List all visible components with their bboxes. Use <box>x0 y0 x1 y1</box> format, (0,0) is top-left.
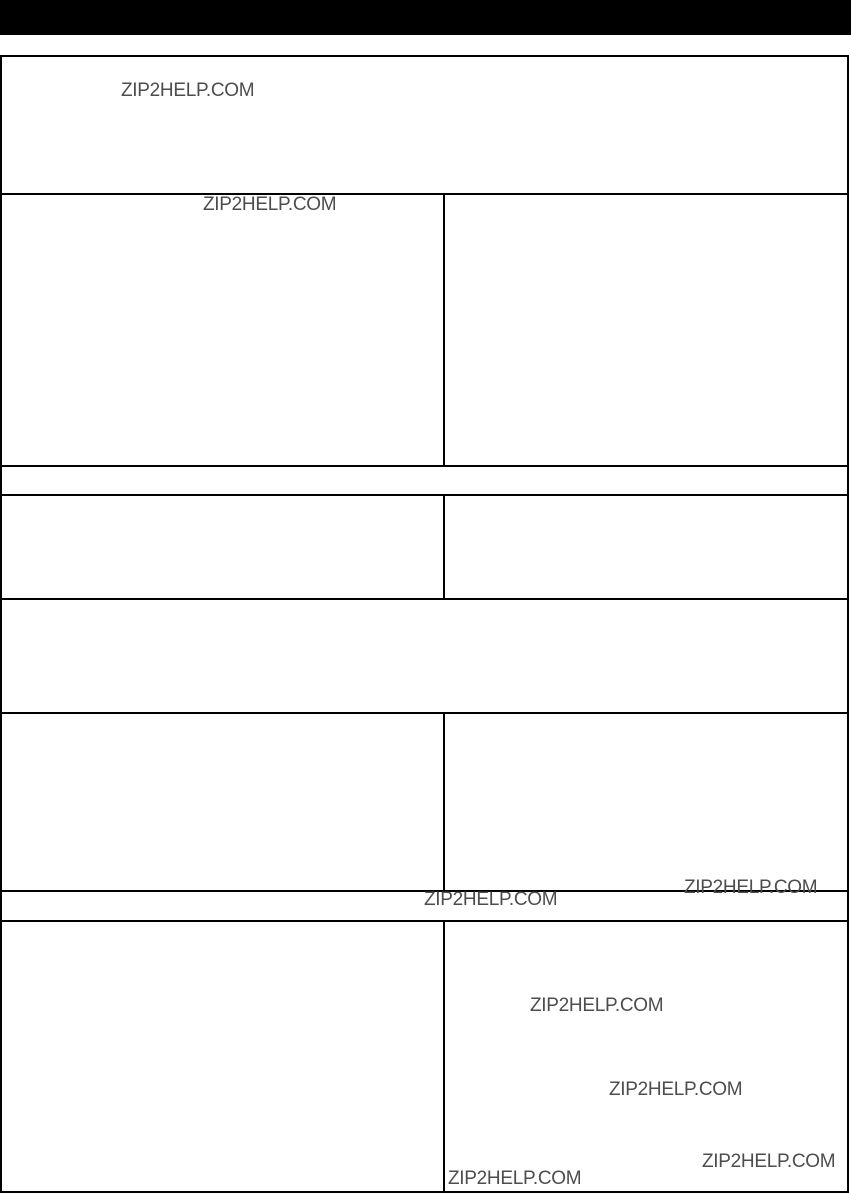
watermark-text: ZIP2HELP.COM <box>684 877 818 898</box>
row-divider <box>0 598 849 600</box>
column-divider <box>443 713 445 891</box>
page-frame <box>0 55 849 1193</box>
watermark-text: ZIP2HELP.COM <box>121 80 255 101</box>
row-divider <box>0 494 849 496</box>
header-bar <box>0 0 851 35</box>
watermark-text: ZIP2HELP.COM <box>702 1151 836 1172</box>
column-divider <box>443 921 445 1193</box>
watermark-text: ZIP2HELP.COM <box>203 194 337 215</box>
row-divider <box>0 712 849 714</box>
column-divider <box>443 495 445 599</box>
watermark-text: ZIP2HELP.COM <box>448 1168 582 1189</box>
column-divider <box>443 194 445 466</box>
row-divider <box>0 193 849 195</box>
watermark-text: ZIP2HELP.COM <box>609 1079 743 1100</box>
watermark-text: ZIP2HELP.COM <box>530 995 664 1016</box>
watermark-text: ZIP2HELP.COM <box>424 889 558 910</box>
row-divider <box>0 465 849 467</box>
row-divider <box>0 920 849 922</box>
